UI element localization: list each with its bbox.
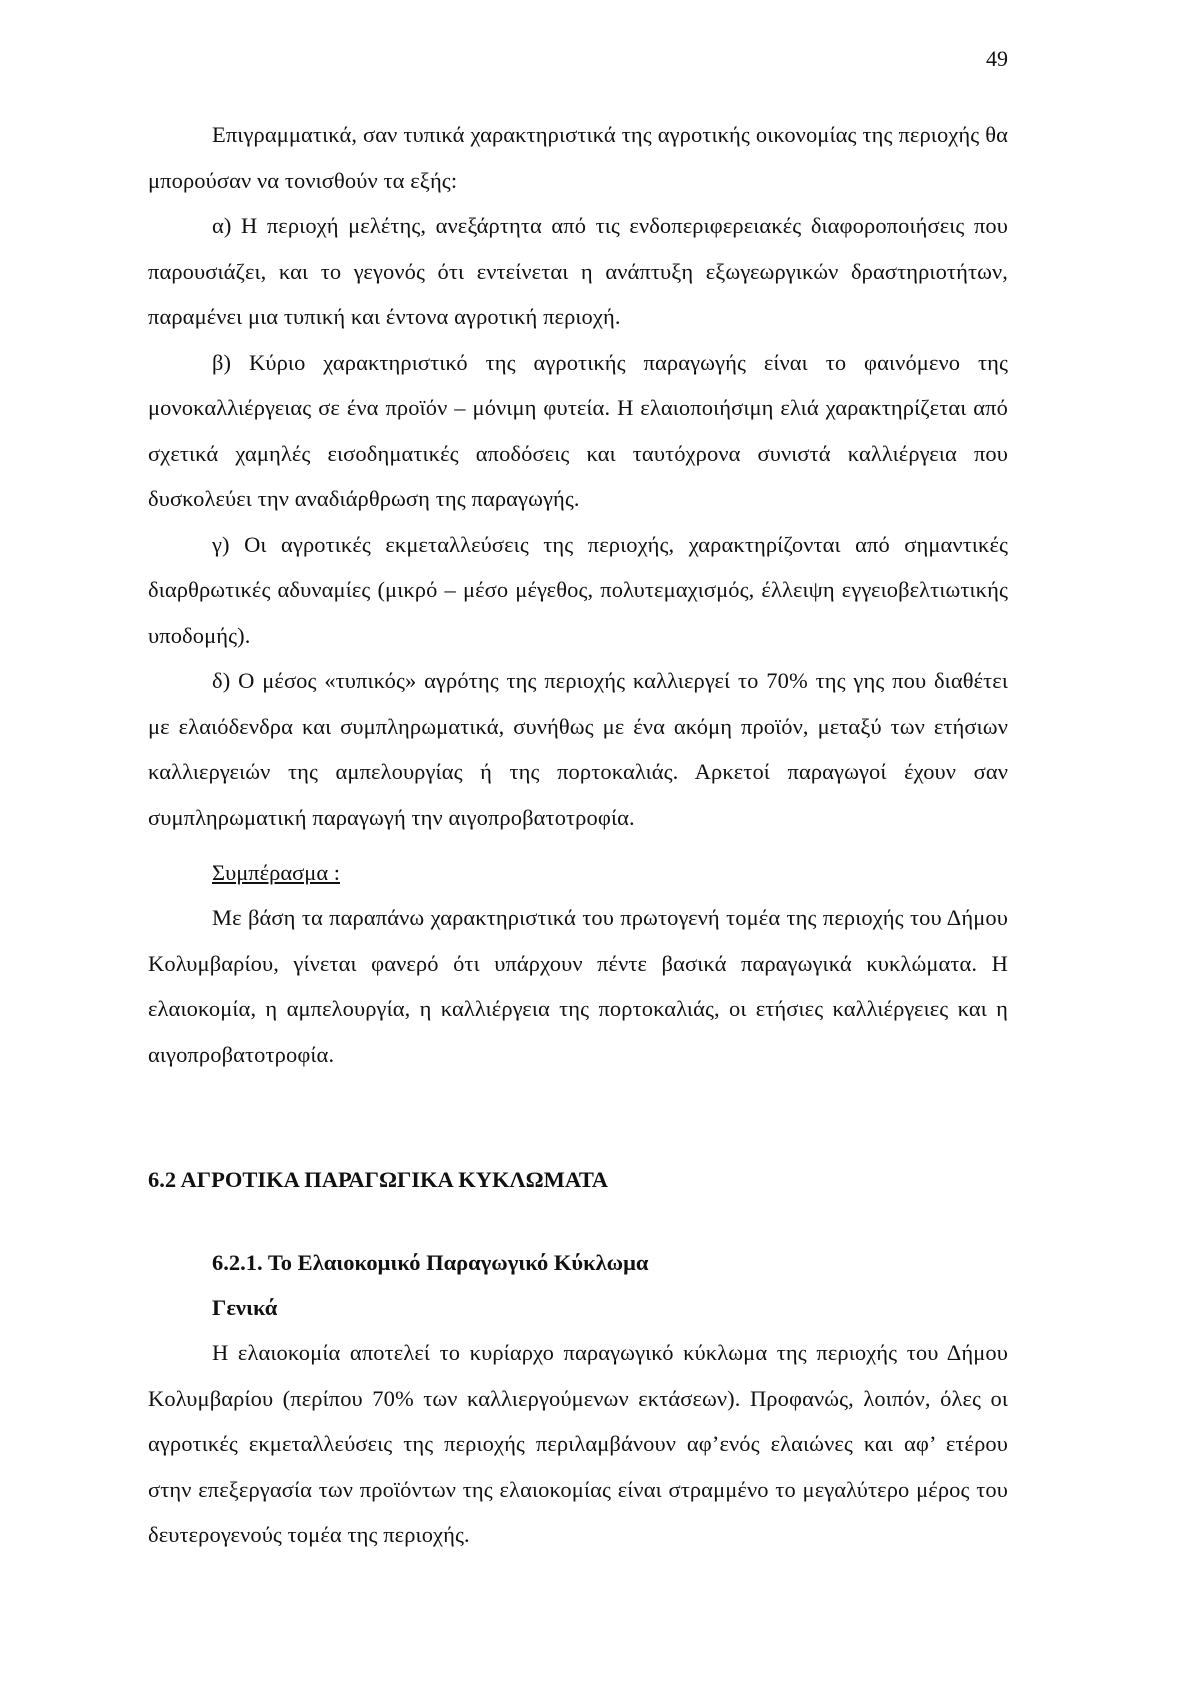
intro-paragraph: Επιγραμματικά, σαν τυπικά χαρακτηριστικά της αγροτικής οικονομίας της περιοχής θα μπορούσαν να τονισθούν τα εξής:: [148, 122, 1008, 193]
page-number: 49: [986, 46, 1008, 71]
list-item-b: β) Κύριο χαρακτηριστικό της αγροτικής παραγωγής είναι το φαινόμενο της μονοκαλλιέργειας σε ένα προϊόν – μόνιμη φυτεία. Η ελαιοποιήσιμη ελιά χαρακτηρίζεται από σχετικά χαμηλές εισοδηματικές αποδόσεις και ταυτόχρονα συνιστά καλλιέργεια που δυσκολεύει την αναδιάρθρωση της παραγωγής.: [148, 349, 1008, 511]
conclusion-block: [148, 850, 1008, 1077]
subsection-block: [148, 1240, 1008, 1558]
section-heading: 6.2 ΑΓΡΟΤΙΚΑ ΠΑΡΑΓΩΓΙΚΑ ΚΥΚΛΩΜΑΤΑ: [148, 1167, 608, 1192]
list-item-a: α) Η περιοχή μελέτης, ανεξάρτητα από τις ενδοπεριφερειακές διαφοροποιήσεις που παρουσιάζει, και το γεγονός ότι εντείνεται η ανάπτυξη εξωγεωργικών δραστηριοτήτων, παραμένει μια τυπική και έντονα αγροτική περιοχή.: [148, 213, 1008, 329]
list-item-c: γ) Οι αγροτικές εκμεταλλεύσεις της περιοχής, χαρακτηρίζονται από σημαντικές διαρθρωτικές αδυναμίες (μικρό – μέσο μέγεθος, πολυτεμαχισμός, έλλειψη εγγειοβελτιωτικής υποδομής).: [148, 531, 1008, 648]
general-paragraph: Η ελαιοκομία αποτελεί το κυρίαρχο παραγωγικό κύκλωμα της περιοχής του Δήμου Κολυμβαρίου (περίπου 70% των καλλιεργούμενων εκτάσεων). Προφανώς, λοιπόν, όλες οι αγροτικές εκμεταλλεύσεις της περιοχής περιλαμβάνουν αφ’ενός ελαιώνες και αφ’ ετέρου στην επεξεργασία των προϊόντων της ελαιοκομίας είναι στραμμένο το μεγαλύτερο μέρος του δευτερογενούς τομέα της περιοχής.: [148, 1340, 1008, 1547]
conclusion-paragraph: Με βάση τα παραπάνω χαρακτηριστικά του πρωτογενή τομέα της περιοχής του Δήμου Κολυμβαρίου, γίνεται φανερό ότι υπάρχουν πέντε βασικά παραγωγικά κυκλώματα. Η ελαιοκομία, η αμπελουργία, η καλλιέργεια της πορτοκαλιάς, οι ετήσιες καλλιέργειες και η αιγοπροβατοτροφία.: [148, 905, 1008, 1067]
body-text-top: [148, 112, 1008, 840]
list-item-d: δ) Ο μέσος «τυπικός» αγρότης της περιοχής καλλιεργεί το 70% της γης που διαθέτει με ελαιόδενδρα και συμπληρωματικά, συνήθως με ένα ακόμη προϊόν, μεταξύ των ετήσιων καλλιεργειών της αμπελουργίας ή της πορτοκαλιάς. Αρκετοί παραγωγοί έχουν σαν συμπληρωματική παραγωγή την αιγοπροβατοτροφία.: [148, 668, 1008, 830]
general-heading: Γενικά: [212, 1295, 278, 1320]
subsection-heading: 6.2.1. Το Ελαιοκομικό Παραγωγικό Κύκλωμα: [212, 1250, 649, 1275]
section-block: [148, 1157, 1008, 1202]
conclusion-heading: Συμπέρασμα :: [212, 860, 340, 885]
